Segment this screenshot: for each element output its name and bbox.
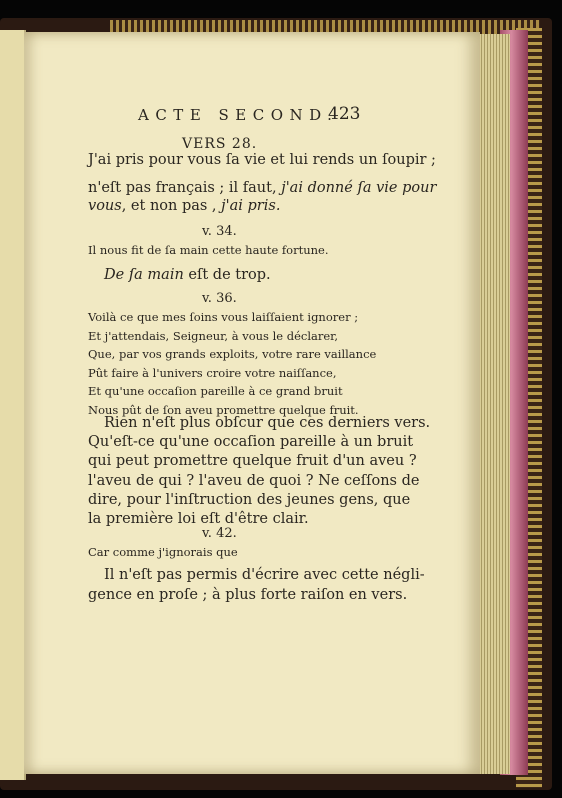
heading-v-34: v. 34.	[202, 224, 237, 239]
quoted-line: Il nous fit de ſa main cette haute fortune.	[88, 243, 329, 257]
text-line: la première loi eſt d'être clair.	[88, 511, 309, 527]
text-line: Voilà ce que mes ſoins vous laiſſaient ignorer ;	[88, 310, 359, 324]
text-line: Qu'eſt-ce qu'une occaſion pareille à un bruit	[88, 434, 414, 451]
heading-vers-28: VERS 28.	[182, 136, 258, 152]
text-line: Que, par vos grands exploits, votre rare vaillance	[88, 347, 377, 361]
text-line: Il n'eſt pas permis d'écrire avec cette négli-	[104, 567, 425, 583]
running-title: ACTE SECOND.	[138, 106, 339, 124]
text-line: qui peut promettre quelque fruit d'un aveu ?	[88, 453, 417, 470]
quoted-line: J'ai pris pour vous ſa vie et lui rends un ſoupir ;	[88, 152, 436, 168]
heading-v-42: v. 42.	[202, 526, 237, 541]
text-line: Pût faire à l'univers croire votre naiſſance,	[88, 365, 337, 380]
commentary-line: De ſa main eſt de trop.	[104, 267, 271, 283]
text-line: Nous pût de ſon aveu promettre quelque fruit.	[88, 402, 359, 417]
text-line: dire, pour l'inſtruction des jeunes gens, que	[88, 491, 411, 508]
quoted-line: Car comme j'ignorais que	[88, 545, 238, 559]
commentary-line: n'eſt pas français ; il faut, j'ai donné ſa vie pour	[88, 180, 437, 196]
text-line: Et j'attendais, Seigneur, à vous le déclarer,	[88, 328, 339, 343]
text-line: Et qu'une occaſion pareille à ce grand bruit	[88, 384, 343, 398]
commentary-line: vous, et non pas , j'ai pris.	[88, 198, 281, 214]
left-page-edge	[0, 30, 26, 780]
text-line: Rien n'eſt plus obſcur que ces derniers vers.	[104, 415, 431, 431]
text-line: gence en proſe ; à plus forte raiſon en vers.	[88, 586, 408, 603]
page-number: 423	[328, 104, 361, 124]
heading-v-36: v. 36.	[202, 291, 237, 306]
text-line: l'aveu de qui ? l'aveu de quoi ? Ne ceſſons de	[88, 472, 420, 489]
